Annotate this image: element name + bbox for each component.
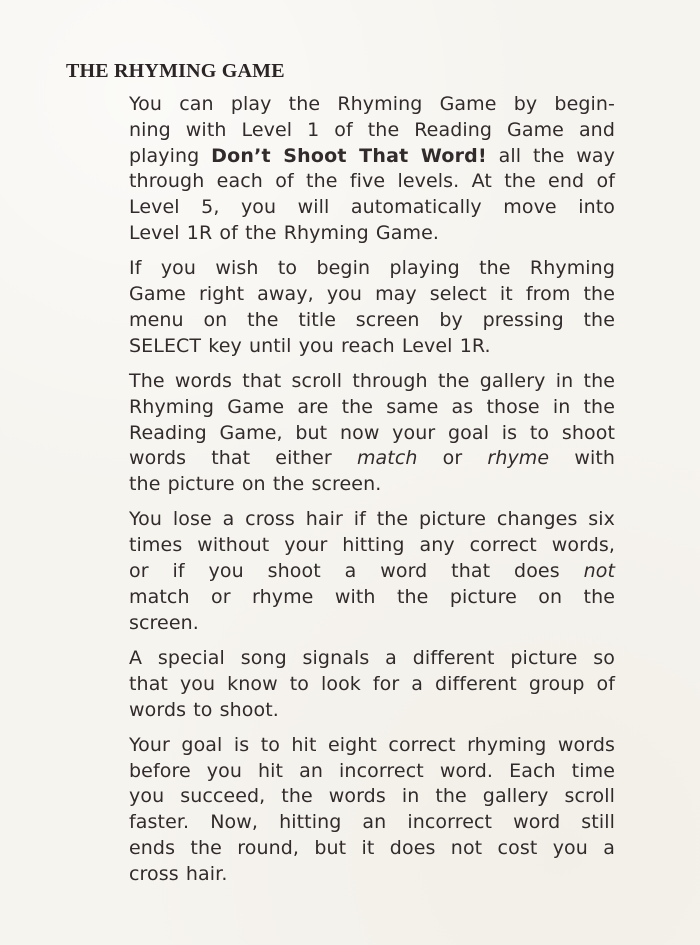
paragraph-1 [129,92,615,247]
paragraph-6 [129,733,615,888]
p4-line-2: times without your hitting any correct words, [129,534,615,557]
p4-line-3-start: or if you shoot a word that does [129,560,560,583]
p2-line-4: SELECT key until you reach Level 1R. [129,334,491,357]
p6-line-5: ends the round, but it does not cost you a [129,837,615,860]
p1-line-3-end: all the way [498,144,616,167]
p5-line-2: that you know to look for a different group of [129,672,615,695]
p2-line-1: If you wish to begin playing the Rhyming [129,257,615,280]
p1-line-5: Level 5, you will automatically move into [129,196,615,219]
p1-line-6: Level 1R of the Rhyming Game. [129,221,440,244]
p1-line-1: You can play the Rhyming Game by begin- [129,93,615,115]
p4-line-3 [129,559,615,585]
match-italic: match [356,447,418,470]
p3-line-4 [129,446,615,472]
p1-line-4: through each of the five levels. At the end of [129,170,615,193]
p3-line-4-a: words that either [129,447,332,470]
not-italic: not [583,560,616,583]
p1-line-3 [129,144,615,170]
p6-line-3: you succeed, the words in the gallery scroll [129,785,615,808]
p3-line-4-e: with [574,447,616,470]
paragraph-4 [129,507,615,636]
p4-line-4: match or rhyme with the picture on the [129,585,615,608]
p5-line-1: A special song signals a different picture so [129,646,615,669]
p4-line-5: screen. [129,611,199,634]
p6-line-6: cross hair. [129,862,228,885]
p3-line-4-c: or [442,447,463,470]
rhyme-italic: rhyme [487,447,550,470]
p3-line-1: The words that scroll through the gallery in the [129,369,615,392]
p1-line-2: ning with Level 1 of the Reading Game and [129,118,615,141]
paragraph-2 [129,256,615,359]
p1-line-3-start: playing [129,144,200,167]
p4-line-1: You lose a cross hair if the picture changes six [129,508,615,531]
p5-line-3: words to shoot. [129,698,279,721]
game-title-bold: Don’t Shoot That Word! [211,144,487,167]
p6-line-4: faster. Now, hitting an incorrect word still [129,811,615,834]
section-body [129,92,615,897]
paragraph-5 [129,646,615,723]
p2-line-3: menu on the title screen by pressing the [129,308,615,331]
section-title: THE RHYMING GAME [66,60,285,82]
p6-line-2: before you hit an incorrect word. Each time [129,759,615,782]
p3-line-2: Rhyming Game are the same as those in the [129,395,615,418]
p3-line-5: the picture on the screen. [129,473,382,496]
p2-line-2: Game right away, you may select it from the [129,283,615,306]
paragraph-3 [129,369,615,498]
p3-line-3: Reading Game, but now your goal is to shoot [129,421,615,444]
p6-line-1: Your goal is to hit eight correct rhyming words [129,733,615,756]
